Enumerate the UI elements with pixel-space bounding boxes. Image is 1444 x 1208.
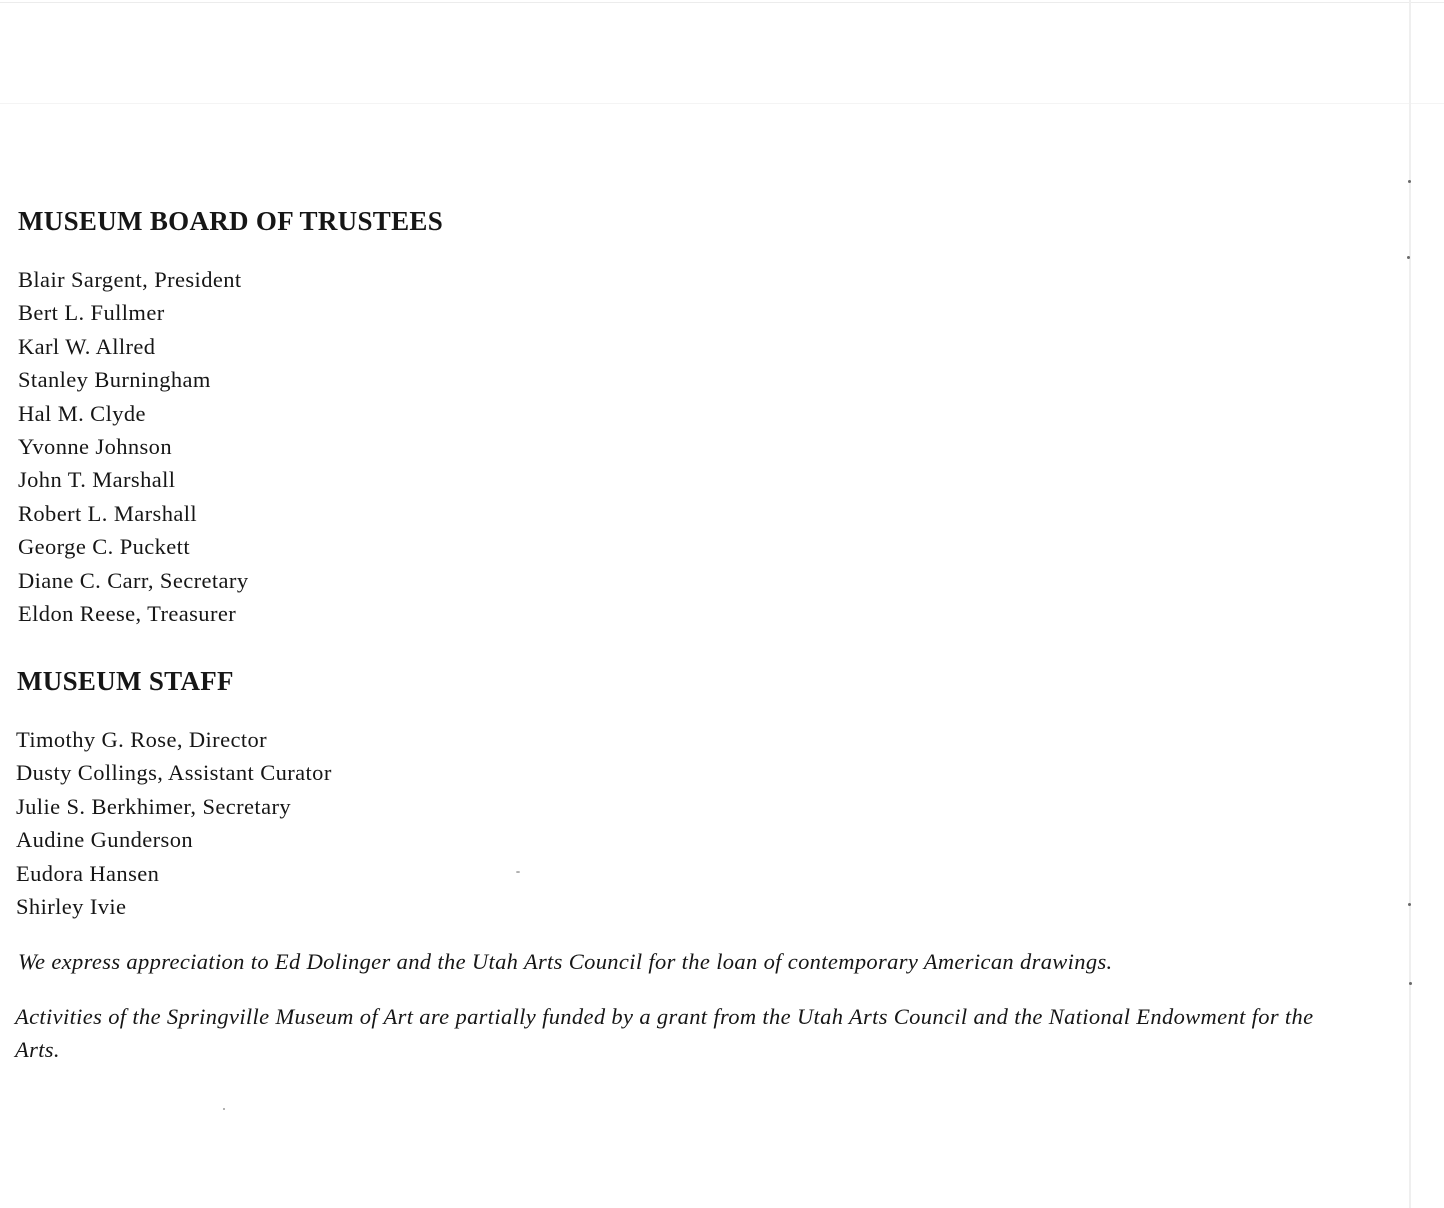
staff-name: Eudora Hansen [16, 860, 160, 886]
scan-artifact-line [0, 2, 1444, 3]
staff-name: Julie S. Berkhimer, Secretary [16, 793, 291, 819]
trustee-name: Robert L. Marshall [18, 500, 198, 526]
staff-heading: MUSEUM STAFF [17, 666, 234, 696]
scan-speck [1408, 903, 1411, 906]
staff-name: Dusty Collings, Assistant Curator [16, 760, 332, 786]
staff-name: Shirley Ivie [16, 893, 127, 919]
trustee-name: Blair Sargent, President [18, 267, 242, 292]
trustees-heading: MUSEUM BOARD OF TRUSTEES [18, 206, 444, 236]
trustee-name: Eldon Reese, Treasurer [18, 600, 237, 626]
scan-speck [516, 871, 520, 873]
scan-speck [1407, 256, 1410, 259]
trustee-name: Stanley Burningham [18, 367, 211, 393]
trustee-name: Hal M. Clyde [18, 400, 146, 426]
staff-list [16, 723, 332, 923]
trustee-name: Yvonne Johnson [18, 433, 172, 459]
trustee-name: George C. Puckett [18, 534, 190, 560]
scan-speck [223, 1108, 225, 1110]
scan-speck [1409, 982, 1412, 985]
trustees-list [18, 263, 248, 630]
scan-artifact-line [0, 103, 1444, 104]
scan-speck [1408, 180, 1411, 183]
staff-name: Timothy G. Rose, Director [16, 727, 268, 752]
staff-name: Audine Gunderson [16, 827, 193, 853]
funding-note: Activities of the Springville Museum of Art are partially funded by a grant from the Utah Arts Council and the National Endowment for the Arts. [15, 1004, 1314, 1062]
appreciation-note: We express appreciation to Ed Dolinger and the Utah Arts Council for the loan of contemporary American drawings. [18, 949, 1113, 974]
trustee-name: Diane C. Carr, Secretary [18, 567, 249, 593]
trustee-name: John T. Marshall [18, 467, 176, 493]
trustee-name: Karl W. Allred [18, 333, 156, 359]
trustee-name: Bert L. Fullmer [18, 300, 165, 326]
